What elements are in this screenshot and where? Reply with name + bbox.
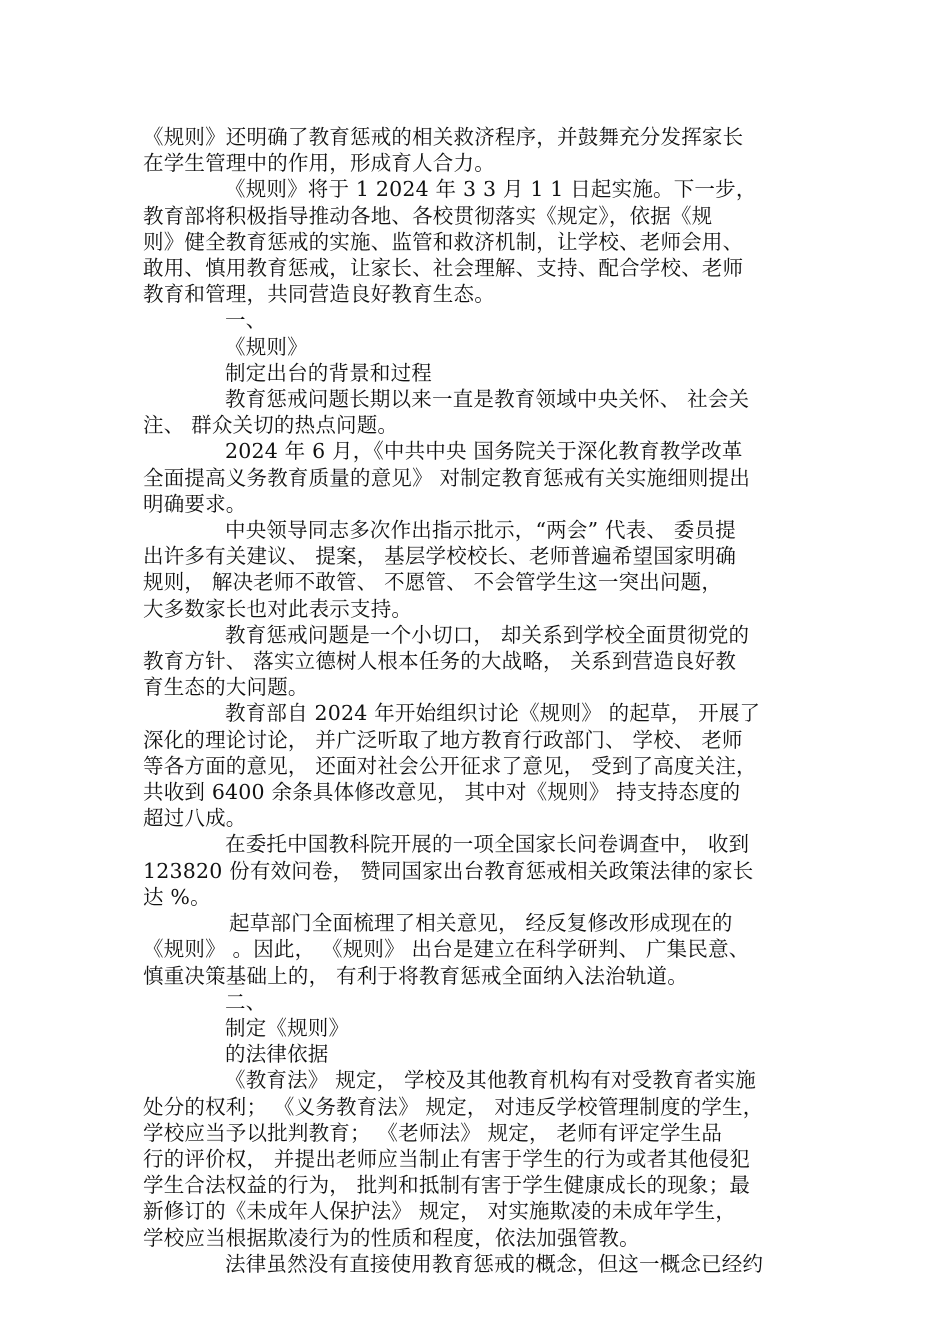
section-heading: 制定《规则》 [225,1015,350,1040]
text-line: 教育方针、 落实立德树人根本任务的大战略， 关系到营造良好教 [143,649,737,674]
text-line: 《规则》还明确了教育惩戒的相关救济程序，并鼓舞充分发挥家长 [143,125,744,149]
text-line: 教育和管理，共同营造良好教育生态。 [143,282,495,307]
text-line: 学校应当予以批判教育； 《老师法》 规定， 老师有评定学生品 [143,1120,723,1145]
paragraph-start: 教育惩戒问题长期以来一直是教育领域中央关怀、 社会关 [225,387,750,412]
paragraph-start: 中央领导同志多次作出指示批示，“两会” 代表、 委员提 [225,518,736,543]
text-line: 全面提高义务教育质量的意见》 对制定教育惩戒有关实施细则提出 [143,465,751,490]
text-line: 则》健全教育惩戒的实施、监管和救济机制，让学校、老师会用、 [143,229,744,254]
document-body [143,124,823,1277]
text-line: 学生合法权益的行为， 批判和抵制有害于学生健康成长的现象；最 [143,1173,751,1198]
text-line: 超过八成。 [143,806,247,831]
text-line: 处分的权利； 《义务教育法》 规定， 对违反学校管理制度的学生， [143,1094,764,1119]
paragraph-start: 教育惩戒问题是一个小切口， 却关系到学校全面贯彻党的 [225,622,750,647]
text-line: 教育部将积极指导推动各地、各校贯彻落实《规定》，依据《规 [143,203,713,228]
text-line: 达 %。 [143,884,211,909]
text-line: 行的评价权， 并提出老师应当制止有害于学生的行为或者其他侵犯 [143,1146,751,1171]
text-line: 育生态的大问题。 [143,675,309,700]
paragraph-start: 《教育法》 规定， 学校及其他教育机构有对受教育者实施 [225,1068,756,1093]
text-line: 明确要求。 [143,491,247,516]
text-line: 规则， 解决老师不敢管、 不愿管、 不会管学生这一突出问题， [143,570,723,595]
text-line: 共收到 6400 余条具体修改意见， 其中对《规则》 持支持态度的 [143,780,741,805]
text-line: 123820 份有效问卷， 赞同国家出台教育惩戒相关政策法律的家长 [143,858,754,883]
paragraph-start: 2024 年 6 月，《中共中央 国务院关于深化教育教学改革 [225,439,743,464]
text-line: 敢用、慎用教育惩戒，让家长、社会理解、支持、配合学校、老师 [143,256,744,281]
section-heading: 制定出台的背景和过程 [225,360,432,385]
section-heading: 《规则》 [225,334,308,359]
paragraph-start: 起草部门全面梳理了相关意见， 经反复修改形成现在的 [229,911,733,936]
text-line: 《规则》 。因此， 《规则》 出台是建立在科学研判、 广集民意、 [143,937,750,962]
text-line: 出许多有关建议、 提案， 基层学校校长、老师普遍希望国家明确 [143,544,737,569]
section-number: 一、 [225,308,267,333]
paragraph-start: 法律虽然没有直接使用教育惩戒的概念，但这一概念已经约 [225,1251,764,1276]
text-line: 等各方面的意见， 还面对社会公开征求了意见， 受到了高度关注， [143,753,757,778]
paragraph-start: 在委托中国教科院开展的一项全国家长问卷调查中， 收到 [225,832,750,857]
text-line: 深化的理论讨论， 并广泛听取了地方教育行政部门、 学校、 老师 [143,727,743,752]
text-line: 大多数家长也对此表示支持。 [143,596,413,621]
text-line: 慎重决策基础上的， 有利于将教育惩戒全面纳入法治轨道。 [143,963,688,988]
section-number: 二、 [225,989,267,1014]
text-line: 注、 群众关切的热点问题。 [143,413,399,438]
text-line: 学校应当根据欺凌行为的性质和程度，依法加强管教。 [143,1225,640,1250]
paragraph-start: 《规则》将于 1 2024 年 3 3 月 1 1 日起实施。下一步， [225,177,757,202]
text-line: 在学生管理中的作用，形成育人合力。 [143,151,495,176]
section-heading: 的法律依据 [225,1042,329,1067]
text-line: 新修订的《未成年人保护法》 规定， 对实施欺凌的未成年学生， [143,1199,737,1224]
paragraph-start: 教育部自 2024 年开始组织讨论《规则》 的起草， 开展了 [225,701,761,726]
